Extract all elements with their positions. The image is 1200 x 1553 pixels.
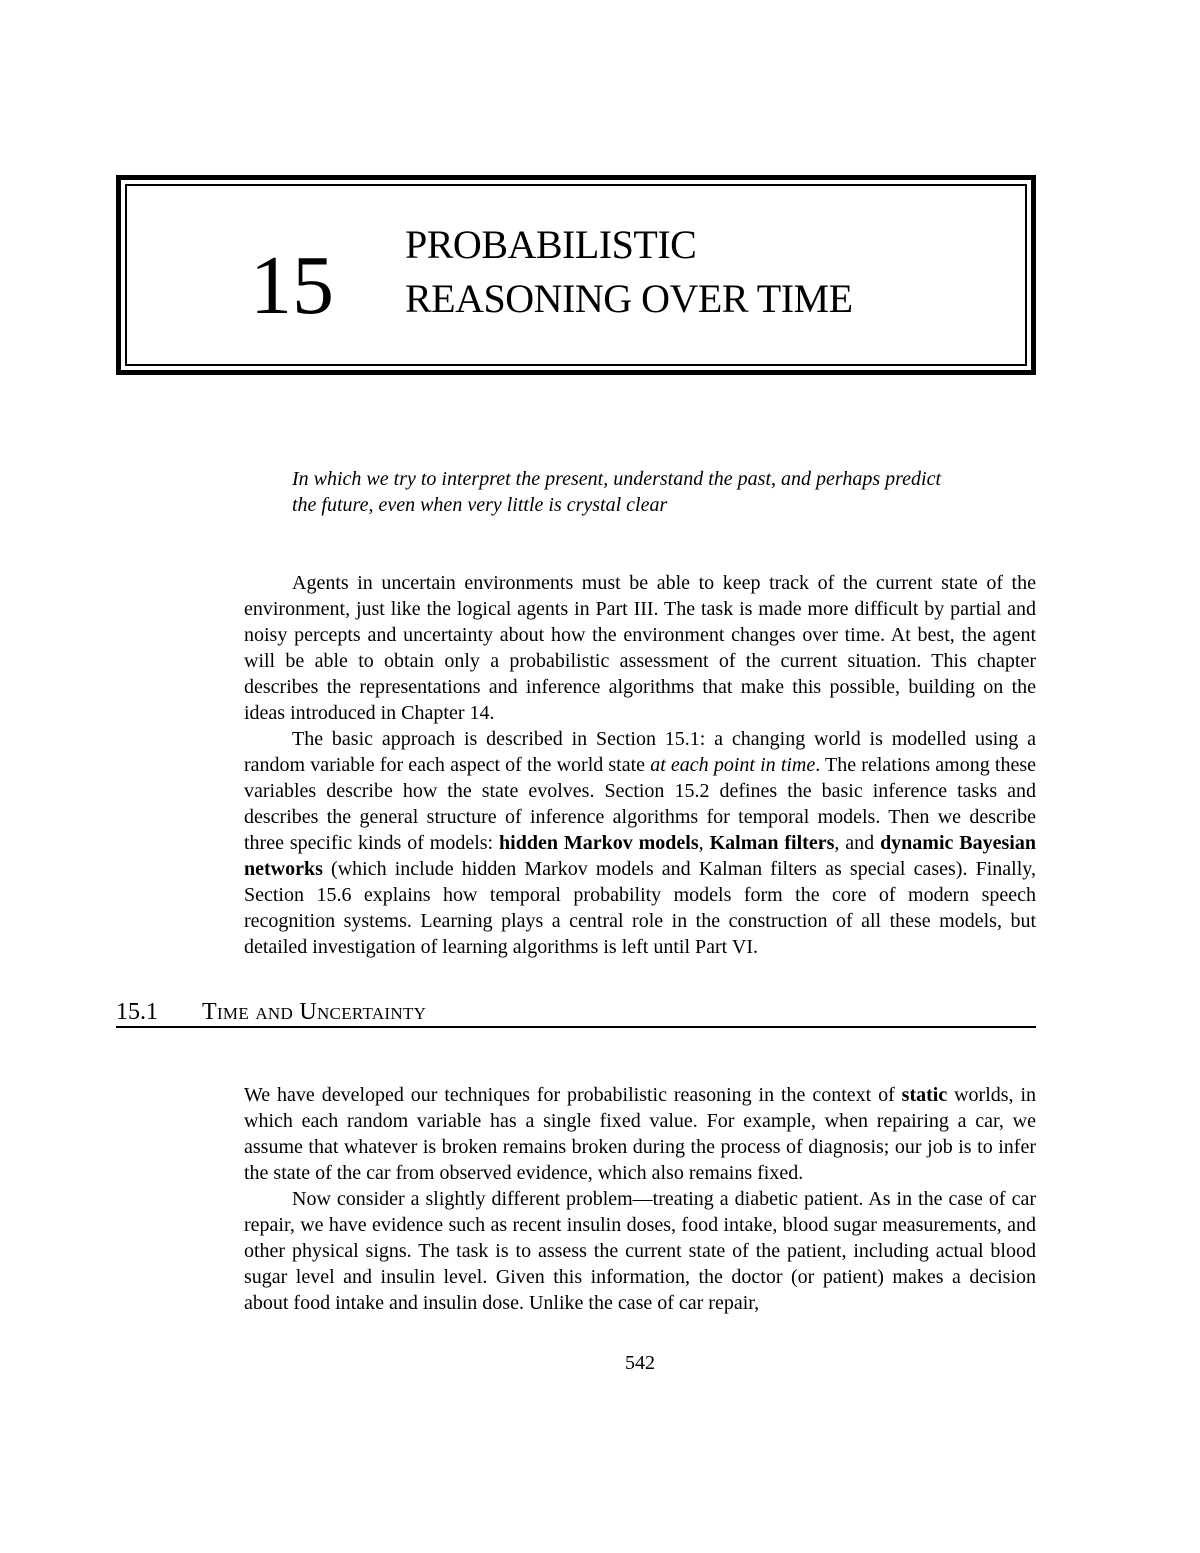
section-paragraph-2: Now consider a slightly different problem—treating a diabetic patient. As in the case of car repair, we have evidence such as recent insulin doses, food intake, blood sugar measurements, and other physical signs. The task is to assess the current state of the patient, including actual blood sugar level and insulin level. Given this information, the doctor (or patient) makes a decision about food intake and insulin dose. Unlike the case of car repair, [244, 1188, 1036, 1314]
term-hidden-markov-models: hidden Markov models [499, 832, 699, 854]
intro-p2-text-5: (which include hidden Markov models and Kalman filters as special cases). Finally, Section 15.6 explains how temporal probability models form the core of modern speech recognition systems. Learning plays a central role in the construction of all these models, but detailed investigation of learning algorithms is left until Part VI. [244, 858, 1036, 958]
chapter-epigraph [292, 466, 1012, 518]
intro-p2-text-1: The basic approach is described in Section 15.1: a changing world is modelled using a random variable for each aspect of the world state [244, 728, 1036, 776]
chapter-title-line-1: PROBABILISTIC [405, 222, 697, 267]
epigraph-line-2: the future, even when very little is crystal clear [292, 494, 668, 516]
section-paragraph-1 [244, 1082, 1036, 1186]
section-title: Time and Uncertainty [202, 999, 427, 1025]
chapter-title [405, 218, 1005, 326]
intro-p2-text-3: , [698, 832, 710, 854]
chapter-title-line-2: REASONING OVER TIME [405, 276, 853, 321]
term-kalman-filters: Kalman filters [709, 832, 835, 854]
intro-p2-text-2: . The relations among these variables describe how the state evolves. Section 15.2 defines the basic inference tasks and describes the general structure of inference algorithms for temporal models. Then we describe three specific kinds of models: [244, 754, 1036, 854]
intro-paragraph-2 [244, 726, 1036, 960]
section-text [244, 1082, 1036, 1316]
term-dynamic-bayesian-networks: dynamic Bayesian networks [244, 832, 1036, 880]
chapter-number: 15 [250, 239, 334, 332]
intro-paragraph-1: Agents in uncertain environments must be able to keep track of the current state of the environment, just like the logical agents in Part III. The task is made more difficult by partial and noisy percepts and uncertainty about how the environment changes over time. At best, the agent will be able to obtain only a probabilistic assessment of the current situation. This chapter describes the representations and inference algorithms that make this possible, building on the ideas introduced in Chapter 14. [244, 572, 1036, 724]
section-heading [116, 998, 1036, 1028]
section-number: 15.1 [116, 999, 158, 1025]
intro-p2-emphasis: at each point in time [650, 754, 816, 776]
intro-p2-text-4: , and [834, 832, 881, 854]
term-static: static [901, 1084, 948, 1106]
section-p1-text-1: We have developed our techniques for probabilistic reasoning in the context of [244, 1084, 902, 1106]
intro-text [244, 570, 1036, 960]
epigraph-line-1: In which we try to interpret the present, understand the past, and perhaps predict [292, 468, 942, 490]
section-p1-text-2: worlds, in which each random variable has a single fixed value. For example, when repairing a car, we assume that whatever is broken remains broken during the process of diagnosis; our job is to infer the state of the car from observed evidence, which also remains fixed. [244, 1084, 1037, 1184]
page-number: 542 [625, 1352, 655, 1374]
